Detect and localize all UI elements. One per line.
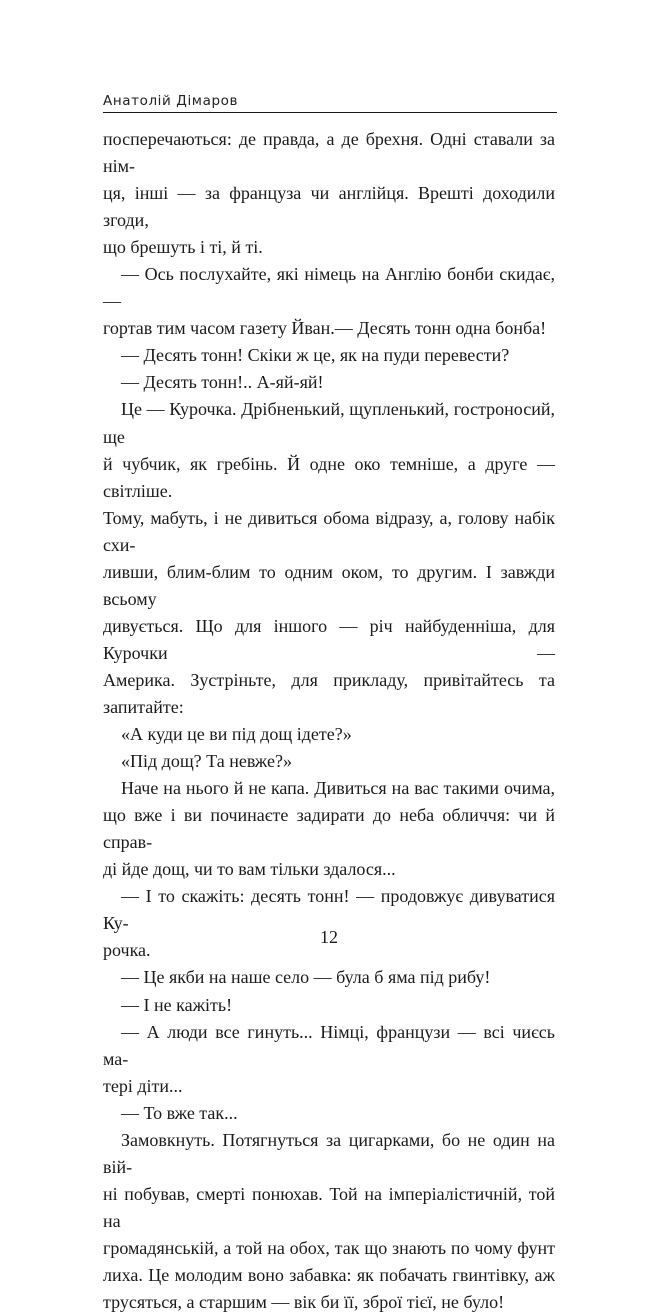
- text-line: — Десять тонн! Скіки ж це, як на пуди перевести?: [121, 345, 510, 366]
- text-line: ні побував, смерті понюхав. Той на імперіалістичній, той на: [103, 1183, 555, 1231]
- running-head-author: Анатолій Дімаров: [103, 93, 239, 109]
- text-line: — А люди все гинуть... Німці, французи — всі чиєсь ма-: [103, 1021, 555, 1069]
- text-line: ця, інші — за француза чи англійця. Врешті доходили згоди,: [103, 183, 555, 231]
- text-line: ливши, блим-блим то одним оком, то другим. І завжди всьому: [103, 561, 555, 609]
- text-line: «А куди це ви під дощ ідете?»: [121, 724, 352, 745]
- text-line: посперечаються: де правда, а де брехня. Одні ставали за нім-: [103, 129, 555, 177]
- text-line: — То вже так...: [121, 1102, 238, 1123]
- text-line: й чубчик, як гребінь. Й одне око темніше, а друге — світліше.: [103, 453, 555, 501]
- text-line: — Десять тонн!.. А-яй-яй!: [121, 372, 324, 393]
- header-rule: [103, 112, 557, 113]
- body-text: [103, 126, 555, 1316]
- text-line: Америка. Зустріньте, для прикладу, привітайтесь та запитайте:: [103, 669, 555, 717]
- text-line: — І не кажіть!: [121, 994, 233, 1015]
- text-line: — Це якби на наше село — була б яма під рибу!: [121, 967, 491, 988]
- text-line: рочка.: [103, 940, 151, 961]
- text-line: лиха. Це молодим воно забавка: як побачать гвинтівку, аж: [103, 1264, 555, 1285]
- text-line: ді йде дощ, чи то вам тільки здалося...: [103, 859, 396, 880]
- text-line: Наче на нього й не капа. Дивиться на вас такими очима,: [121, 778, 555, 799]
- text-line: що брешуть і ті, й ті.: [103, 237, 263, 258]
- text-line: дивується. Що для іншого — річ найбуденніша, для Курочки —: [103, 615, 555, 663]
- text-line: гортав тим часом газету Йван.— Десять тонн одна бонба!: [103, 318, 547, 339]
- text-line: — Ось послухайте, які німець на Англію бонби скидає, —: [103, 264, 555, 312]
- text-line: Це — Курочка. Дрібненький, щупленький, гостроносий, ще: [103, 399, 555, 447]
- text-line: Замовкнуть. Потягнуться за цигарками, бо не один на вій-: [103, 1129, 555, 1177]
- text-line: «Під дощ? Та невже?»: [121, 751, 292, 772]
- text-line: Тому, мабуть, і не дивиться обома відразу, а, голову набік схи-: [103, 507, 555, 555]
- text-line: трусяться, а старшим — вік би її, зброї тієї, не було!: [103, 1292, 505, 1313]
- text-line: — І то скажіть: десять тонн! — продовжує дивуватися Ку-: [103, 886, 555, 934]
- page-number: 12: [320, 927, 338, 947]
- text-line: тері діти...: [103, 1075, 183, 1096]
- text-line: що вже і ви починаєте задирати до неба обличчя: чи й справ-: [103, 805, 555, 853]
- text-line: громадянській, а той на обох, так що знають по чому фунт: [103, 1237, 555, 1258]
